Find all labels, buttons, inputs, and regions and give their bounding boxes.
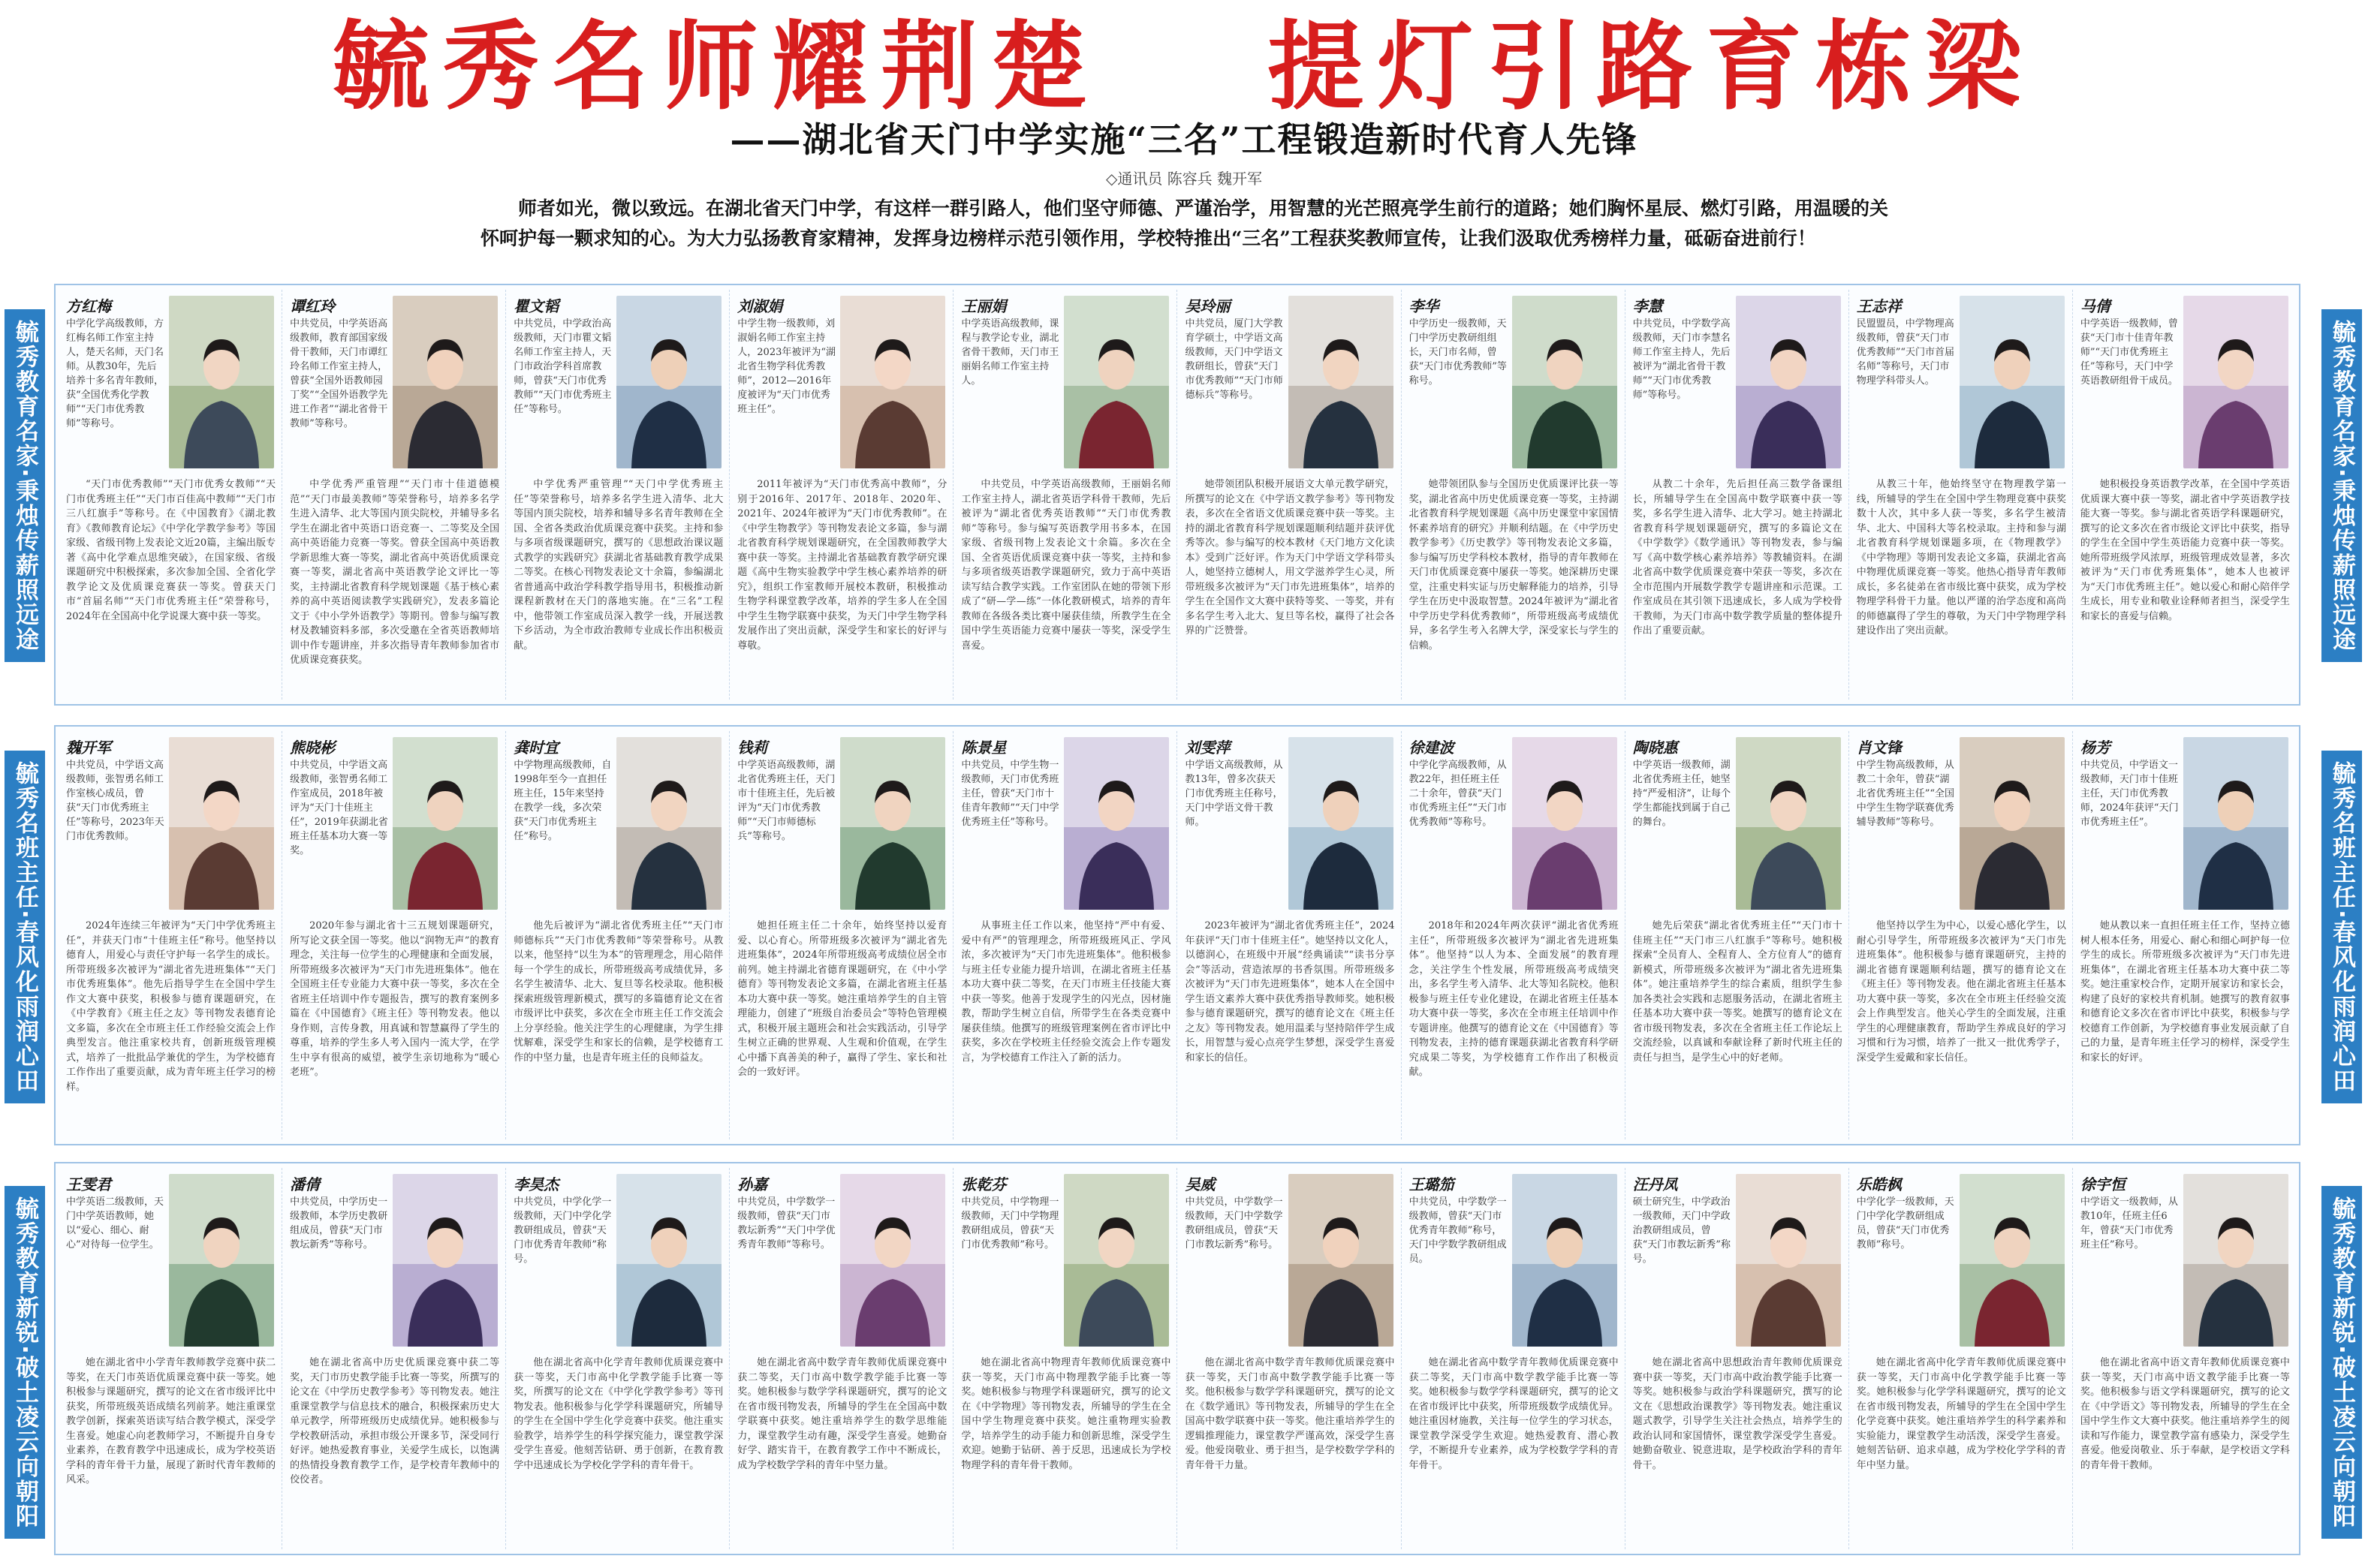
- teacher-photo: [840, 737, 945, 910]
- teacher-card: [1402, 1168, 1625, 1549]
- teacher-name: 龚时宜: [514, 739, 559, 757]
- teacher-name: 陈景星: [961, 739, 1007, 757]
- teacher-card: [730, 290, 954, 700]
- teacher-photo: [2183, 1174, 2288, 1347]
- teacher-card: [59, 1168, 282, 1549]
- teacher-bio: 民盟盟员，中学物理高级教师，曾获“天门市优秀教师”“天门市首届名师”等称号，天门市物理学科带头人。: [1856, 318, 1955, 387]
- teacher-photo: [393, 1174, 498, 1347]
- teacher-photo: [1512, 1174, 1617, 1347]
- teacher-name: 刘雯萍: [1185, 739, 1231, 757]
- teacher-description: “天门市优秀教师”“天门市优秀女教师”“天门市优秀班主任”“天门市百佳高中教师”“天门市三八红旗手”等称号。在《中国教育》《湖北教育》《教师教育论坛》《中学化学教学参考》等国家级、省级刊物上发表论文近20篇，主编出版专著《高中化学难点思维突破》，在国家级、省级课题研究中积极探索，多次参加全国、全省化学教学论文及优质课竞赛获一等奖。曾获天门市“首届名师”“天门市优秀班主任”荣誉称号，2024年在全国高中化学说课大赛中获一等奖。: [66, 479, 276, 622]
- teacher-bio: 中共党员，中学化学一级教师，天门中学化学教研组成员，曾获“天门市优秀青年教师”称号。: [514, 1196, 612, 1265]
- teacher-bio: 硕士研究生，中学政治一级教师，天门中学政治教研组成员，曾获“天门市教坛新秀”称号。: [1632, 1196, 1731, 1265]
- teacher-photo: [616, 296, 722, 468]
- teacher-description: 她在湖北省高中物理青年教师优质课竞赛中获一等奖，天门市高中物理教学能手比赛一等奖。她积极参与物理学科课题研究，撰写的论文在《中学物理》等刊物发表，所辅导的学生在全国中学生物理竞赛中获奖。她注重物理实验教学，培养学生的动手能力和创新思维，深受学生欢迎。她勤于钻研、善于反思，迅速成长为学校物理学科的青年骨干教师。: [961, 1357, 1171, 1471]
- teacher-photo: [393, 737, 498, 910]
- teacher-photo: [169, 737, 274, 910]
- teacher-name: 孙嘉: [737, 1175, 768, 1193]
- teacher-description: 从事班主任工作以来，他坚持“严中有爱、爱中有严”的管理理念，所带班级班风正、学风浓，多次被评为“天门市先进班集体”。他积极参与班主任专业能力提升培训，在湖北省班主任基本功大赛中获二等奖，在天门市班主任技能大赛中获一等奖。他善于发现学生的闪光点，因材施教，帮助学生树立自信，所带学生在各类竞赛中屡获佳绩。他撰写的班级管理案例在省市评比中获奖，多次在学校班主任经验交流会上作专题发言，为学校德育工作注入了新的活力。: [961, 920, 1171, 1064]
- teacher-photo: [1512, 296, 1617, 468]
- teacher-photo: [1960, 1174, 2065, 1347]
- teacher-name: 杨芳: [2080, 739, 2110, 757]
- teacher-bio: 中共党员，中学生物一级教师，天门市优秀班主任，曾获“天门市十佳青年教师”“天门中学优秀班主任”等称号。: [961, 760, 1059, 828]
- teacher-bio: 中学语文一级教师，从教10年，任班主任6年，曾获“天门市优秀班主任”称号。: [2080, 1196, 2178, 1250]
- byline: ◇通讯员 陈容兵 魏开军: [1105, 170, 1263, 188]
- teacher-name: 李慧: [1632, 297, 1663, 315]
- teacher-name: 熊晓彬: [290, 739, 336, 757]
- teacher-name: 钱莉: [737, 739, 768, 757]
- teacher-bio: 中学历史一级教师，天门中学历史教研组组长，天门市名师，曾获“天门市优秀教师”等称号。: [1408, 318, 1507, 387]
- teacher-description: 2018年和2024年两次获评“湖北省优秀班主任”，所带班级多次被评为“湖北省先进班集体”。他坚持“以人为本、全面发展”的教育理念，关注学生个性发展，所带班级高考成绩突出，多名学生考入清华、北大等知名院校。他积极参与班主任专业化建设，在湖北省班主任基本功大赛中获一等奖，多次在全市班主任培训中作专题讲座。他撰写的德育论文在《中国德育》等刊物发表，主持的德育课题获湖北省教育科学研究成果二等奖，为学校德育工作作出了积极贡献。: [1408, 920, 1619, 1078]
- teacher-description: 他先后被评为“湖北省优秀班主任”“天门市师德标兵”“天门市优秀教师”等荣誉称号。从教以来，他坚持“以生为本”的管理理念，用心陪伴每一个学生的成长，所带班级高考成绩优异，多名学生被清华、北大、复旦等名校录取。他积极探索班级管理新模式，撰写的多篇德育论文在省市级评比中获奖，多次在全市班主任工作交流会上分享经验。他关注学生的心理健康，为学生排忧解难，深受学生和家长的信赖，是学校德育工作的中坚力量，也是青年班主任的良师益友。: [514, 920, 724, 1064]
- teacher-name: 王志祥: [1856, 297, 1902, 315]
- teacher-description: 从教二十余年，先后担任高三数学备课组长，所辅导学生在全国高中数学联赛中获一等奖，多名学生进入清华、北大学习。她主持湖北省教育科学规划课题研究，撰写的多篇论文在《中学数学》《数学通讯》等刊物发表，参与编写《高中数学核心素养培养》等教辅资料。在湖北省高中数学优质课竞赛中荣获一等奖，多次在全市范围内开展数学教学专题讲座和示范课。工作室成员在其引领下迅速成长，多人成为学校骨干教师，为天门市高中数学教学质量的整体提升作出了重要贡献。: [1632, 479, 1842, 637]
- teacher-photo: [2183, 737, 2288, 910]
- teacher-photo: [1288, 737, 1393, 910]
- teacher-bio: 中共党员，中学语文高级教师，张智勇名师工作室成员，2018年被评为“天门十佳班主任”，2019年获湖北省班主任基本功大赛一等奖。: [290, 760, 388, 856]
- teacher-description: 她先后荣获“湖北省优秀班主任”“天门市十佳班主任”“天门市三八红旗手”等称号。她积极探索“全员育人、全程育人、全方位育人”的德育新模式，所带班级多次被评为“湖北省先进班集体”。她注重培养学生的综合素质，组织学生参加各类社会实践和志愿服务活动，在湖北省班主任基本功大赛中获一等奖。她撰写的德育论文在省市级刊物发表，多次在全省班主任工作论坛上交流经验，以真诚和奉献诠释了新时代班主任的责任与担当，是学生心中的好老师。: [1632, 920, 1842, 1064]
- teacher-photo: [840, 1174, 945, 1347]
- teacher-bio: 中学化学高级教师，方红梅名师工作室主持人，楚天名师，天门名师。从教30年，先后培养十多名青年教师，获“全国优秀化学教师”“天门市优秀教师”等称号。: [66, 318, 164, 429]
- teacher-description: 她在湖北省高中数学青年教师优质课竞赛中获二等奖，天门市高中数学教学能手比赛一等奖。她积极参与数学学科课题研究，撰写的论文在省市级评比中获奖，所带班级数学成绩优异。她注重因材施教，关注每一位学生的学习状态，课堂教学深受学生欢迎。她热爱教育、潜心教学，不断提升专业素养，成为学校数学学科的青年骨干。: [1408, 1357, 1619, 1471]
- teacher-photo: [840, 296, 945, 468]
- teacher-description: 她在湖北省高中化学青年教师优质课竞赛中获一等奖，天门市高中化学教学能手比赛一等奖。她积极参与化学学科课题研究，撰写的论文在省市级刊物发表，所辅导的学生在全国中学生化学竞赛中获奖。她注重培养学生的科学素养和实验能力，课堂教学生动活泼，深受学生喜爱。她刻苦钻研、追求卓越，成为学校化学学科的青年中坚力量。: [1856, 1357, 2066, 1471]
- teacher-name: 刘淑娟: [737, 297, 783, 315]
- teacher-card: [506, 290, 730, 700]
- teacher-card: [954, 290, 1177, 700]
- teacher-description: 2024年连续三年被评为“天门中学优秀班主任”，并获天门市“十佳班主任”称号。他坚持以德育人，用爱心与责任守护每一名学生的成长。所带班级多次被评为“湖北省先进班集体”“天门市优秀班集体”。他先后指导学生在全国中学生作文大赛中获奖，积极参与德育课题研究，在《中学教育》《班主任之友》等刊物发表德育论文多篇，多次在全市班主任工作经验交流会上作典型发言。他注重家校共育，创新班级管理模式，培养了一批批品学兼优的学生，为学校德育工作作出了重要贡献，成为青年班主任学习的榜样。: [66, 920, 276, 1093]
- teacher-bio: 中共党员，中学数学一级教师，曾获“天门市优秀青年教师”称号，天门中学数学教研组成员。: [1408, 1196, 1507, 1265]
- teacher-card: [730, 1168, 954, 1549]
- teacher-description: 中学优秀严重管理”“天门中学优秀班主任”等荣誉称号，培养多名学生进入清华、北大等国内顶尖院校，培养和辅导多名青年教师在全国、全省各类政治优质课竞赛中获奖。主持和参与多项省级课题研究，撰写的《思想政治课议题式教学的实践研究》获湖北省基础教育教学成果二等奖。在核心刊物发表论文十余篇，参编湖北省普通高中政治学科教学指导用书，积极推动新课程新教材在天门的落地实施。在“三名”工程中，他带领工作室成员深入教学一线，开展送教下乡活动，为全市政治教师专业成长作出积极贡献。: [514, 479, 724, 652]
- teacher-name: 乐皓枫: [1856, 1175, 1902, 1193]
- teacher-bio: 中学英语一级教师，湖北省优秀班主任，她坚持“严爱相济”，让每个学生都能找到属于自己的舞台。: [1632, 760, 1731, 828]
- teacher-bio: 中共党员，中学数学一级教师，曾获“天门市教坛新秀”“天门中学优秀青年教师”等称号。: [737, 1196, 836, 1250]
- teacher-photo: [1512, 737, 1617, 910]
- teacher-photo: [2183, 296, 2288, 468]
- teacher-name: 王璐笳: [1408, 1175, 1454, 1193]
- teacher-bio: 中共党员，中学语文一级教师，天门市十佳班主任，天门市优秀教师，2024年获评“天门市优秀班主任”。: [2080, 760, 2179, 828]
- teacher-card: [1849, 1168, 2073, 1549]
- teacher-card: [954, 731, 1177, 1139]
- teacher-photo: [1064, 737, 1169, 910]
- teacher-description: 她在湖北省中小学青年教师教学竞赛中获二等奖，在天门市英语优质课竞赛中获一等奖。她积极参与课题研究，撰写的论文在省市级评比中获奖，所带班级英语成绩名列前茅。她注重课堂教学创新，探索英语读写结合教学模式，深受学生喜爱。她虚心向老教师学习，不断提升自身专业素养，在教育教学中迅速成长，成为学校英语学科的青年骨干力量，展现了新时代青年教师的风采。: [66, 1357, 276, 1485]
- teacher-description: 2011年被评为“天门市优秀高中教师”，分别于2016年、2017年、2018年、2020年、2021年、2024年被评为“天门市优秀教师”。在《中学生物教学》等刊物发表论文多篇，参与湖北省教育科学规划课题研究，在全国教师教学大赛中获一等奖。主持湖北省基础教育教学研究课题《高中生物实验教学中学生核心素养培养的研究》，组织工作室教师开展校本教研，积极推动生物学科课堂教学改革，培养的学生多人在全国中学生生物学联赛中获奖，为天门中学生物学科发展作出了突出贡献，深受学生和家长的好评与尊敬。: [737, 479, 948, 652]
- teacher-photo: [169, 1174, 274, 1347]
- subtitle: ——湖北省天门中学实施“三名”工程锻造新时代育人先锋: [730, 119, 1638, 160]
- headline: [0, 8, 2368, 128]
- teacher-description: 2023年被评为“湖北省优秀班主任”，2024年获评“天门市十佳班主任”。她坚持以文化人，以德润心，在班级中开展“经典诵读”“读书分享会”等活动，营造浓厚的书香氛围。所带班级多次被评为“天门市先进班集体”，她本人在全国中学生语文素养大赛中获优秀指导教师奖。她积极参与德育课题研究，撰写的德育论文在《班主任之友》等刊物发表。她用温柔与坚持陪伴学生成长，用智慧与爱心点亮学生梦想，深受学生喜爱和家长的信任。: [1185, 920, 1395, 1064]
- teacher-photo: [616, 737, 722, 910]
- teacher-card: [59, 290, 282, 700]
- band3-left-label: 毓秀教育新锐·破土凌云向朝阳: [5, 1186, 45, 1539]
- teacher-bio: 中学物理高级教师，自1998年至今一直担任班主任，15年来坚持在教学一线，多次荣获“天门市优秀班主任”称号。: [514, 760, 612, 842]
- teacher-description: 她在湖北省高中数学青年教师优质课竞赛中获二等奖，天门市高中数学教学能手比赛一等奖。她积极参与数学学科课题研究，撰写的论文在省市级刊物发表，所辅导的学生在全国高中数学联赛中获奖。她注重培养学生的数学思维能力，课堂教学生动有趣，深受学生喜爱。她勤奋好学、踏实肯干，在教育教学工作中不断成长，成为学校数学学科的青年中坚力量。: [737, 1357, 948, 1471]
- teacher-card: [1625, 731, 1849, 1139]
- band3-right-label: 毓秀教育新锐·破土凌云向朝阳: [2321, 1186, 2362, 1539]
- teacher-name: 张乾芬: [961, 1175, 1007, 1193]
- teacher-photo: [1064, 296, 1169, 468]
- teacher-name: 陶晓惠: [1632, 739, 1678, 757]
- teacher-name: 吴玲丽: [1185, 297, 1231, 315]
- teacher-description: 她带领团队积极开展语文大单元教学研究，所撰写的论文在《中学语文教学参考》等刊物发表，多次在全省语文优质课竞赛中获一等奖。主持的湖北省教育科学规划课题顺利结题并获评优秀等次。参与编写的校本教材《天门地方文化读本》受到广泛好评。作为天门中学语文学科带头人，她坚持立德树人，用文学滋养学生心灵，所带班级多次被评为“天门市先进班集体”，培养的学生在全国作文大赛中获特等奖、一等奖，并有多名学生考入北大、复旦等名校，赢得了社会各界的广泛赞誉。: [1185, 479, 1395, 637]
- teacher-description: 2020年参与湖北省十三五规划课题研究，所写论文获全国一等奖。他以“润物无声”的教育理念，关注每一位学生的心理健康和全面发展，所带班级多次被评为“天门市先进班集体”。他在全国班主任专业能力大赛中获一等奖，多次在全省班主任培训中作专题报告，撰写的教育案例多篇在《中国德育》《班主任》等刊物发表。他以身作则，言传身教，用真诚和智慧赢得了学生的尊重，培养的学生多人考入国内一流大学，在学生中享有很高的威望，被学生亲切地称为“暖心老班”。: [290, 920, 500, 1078]
- band2-right-label: 毓秀名班主任·春风化雨润心田: [2321, 751, 2362, 1103]
- teacher-photo: [616, 1174, 722, 1347]
- teacher-card: [282, 290, 506, 700]
- teacher-name: 王雯君: [66, 1175, 111, 1193]
- teacher-card: [1625, 1168, 1849, 1549]
- teacher-card: [1177, 731, 1401, 1139]
- teacher-description: 从教三十年，他始终坚守在物理教学第一线，所辅导的学生在全国中学生物理竞赛中获奖数十人次，其中多人获一等奖，多名学生被清华、北大、中国科大等名校录取。主持和参与湖北省教育科学规划课题多项，在《物理教学》《中学物理》等期刊发表论文多篇，获湖北省高中物理优质课竞赛一等奖。他热心指导青年教师成长，多名徒弟在省市级比赛中获奖，成为学校物理学科骨干力量。他以严谨的治学态度和高尚的师德赢得了学生的尊敬，为天门中学物理学科建设作出了突出贡献。: [1856, 479, 2066, 637]
- teacher-card: [506, 731, 730, 1139]
- teacher-name: 汪丹凤: [1632, 1175, 1678, 1193]
- teacher-photo: [1960, 296, 2065, 468]
- teacher-bio: 中学英语二级教师，天门中学英语教师，她以“爱心、细心、耐心”对待每一位学生。: [66, 1196, 164, 1250]
- teacher-card: [2073, 290, 2296, 700]
- teacher-description: 中共党员，中学英语高级教师，王丽娟名师工作室主持人，湖北省英语学科骨干教师，先后被评为“湖北省优秀英语教师”“天门市优秀教师”等称号。参与编写英语教学用书多本，在国家级、省级刊物上发表论文十余篇。多次在全国、全省英语优质课竞赛中获一等奖，主持和参与多项省级英语教学课题研究，致力于高中英语读写结合教学实践。工作室团队在她的带领下形成了“研—学—练”一体化教研模式，培养的青年教师在各级各类比赛中屡获佳绩，所教学生在全国中学生英语能力竞赛中屡获一等奖，深受学生喜爱。: [961, 479, 1171, 652]
- headline-right: 提灯引路育栋梁: [1267, 11, 2035, 123]
- intro-paragraph: 师者如光，微以致远。在湖北省天门中学，有这样一群引路人，他们坚守师德、严谨治学，用智慧的光芒照亮学生前行的道路；她们胸怀星辰、燃灯引路，用温暖的关怀呵护每一颗求知的心。为大力弘扬教育家精神，发挥身边榜样示范引领作用，学校特推出“三名”工程获奖教师宣传，让我们汲取优秀榜样力量，砥砺奋进前行！: [481, 197, 1889, 249]
- teacher-card: [59, 731, 282, 1139]
- teacher-photo: [1960, 737, 2065, 910]
- teacher-photo: [393, 296, 498, 468]
- teacher-card: [1402, 731, 1625, 1139]
- teacher-photo: [169, 296, 274, 468]
- teacher-description: 她从教以来一直担任班主任工作，坚持立德树人根本任务，用爱心、耐心和细心呵护每一位学生的成长。所带班级多次被评为“天门市先进班集体”，在湖北省班主任基本功大赛中获二等奖。她注重家校合作，定期开展家访和家长会，构建了良好的家校共育机制。她撰写的教育叙事和德育论文多次在省市评比中获奖，积极参与学校德育工作创新，为学校德育事业发展贡献了自己的力量，是青年班主任学习的榜样，深受学生和家长的好评。: [2080, 920, 2290, 1064]
- teacher-description: 她积极投身英语教学改革，在全国中学英语优质课大赛中获一等奖，湖北省中学英语教学技能大赛一等奖。参与湖北省英语学科课题研究，撰写的论文多次在省市级论文评比中获奖，指导的学生在全国中学生英语能力竞赛中获一等奖。她所带班级学风浓厚，班级管理成效显著，多次被评为“天门市优秀班集体”，她本人也被评为“天门市优秀班主任”。她以爱心和耐心陪伴学生成长，用专业和敬业诠释师者担当，深受学生和家长的喜爱与信赖。: [2080, 479, 2290, 622]
- teacher-name: 李昊杰: [514, 1175, 559, 1193]
- teacher-card: [2073, 731, 2296, 1139]
- teacher-card: [1402, 290, 1625, 700]
- band-education-masters: [54, 284, 2300, 706]
- teacher-bio: 中共党员，中学语文高级教师，张智勇名师工作室核心成员，曾获“天门市优秀班主任”等称号，2023年天门市优秀教师。: [66, 760, 164, 842]
- teacher-name: 徐建波: [1408, 739, 1454, 757]
- teacher-description: 她担任班主任二十余年，始终坚持以爱育爱、以心育心。所带班级多次被评为“湖北省先进班集体”，2024年所带班级高考成绩位居全市前列。她主持湖北省德育课题研究，在《中小学德育》等刊物发表论文多篇，在湖北省班主任基本功大赛中获一等奖。她注重培养学生的自主管理能力，创建了“班级自治委员会”等特色管理模式，积极开展主题班会和社会实践活动，引导学生树立正确的世界观、人生观和价值观，在学生心中播下真善美的种子，赢得了学生、家长和社会的一致好评。: [737, 920, 948, 1078]
- teacher-name: 肖文锋: [1856, 739, 1902, 757]
- teacher-description: 他在湖北省高中数学青年教师优质课竞赛中获一等奖，天门市高中数学教学能手比赛一等奖。他积极参与数学学科课题研究，撰写的论文在《数学通讯》等刊物发表，所辅导的学生在全国高中数学联赛中获一等奖。他注重培养学生的逻辑推理能力，课堂教学严谨高效，深受学生喜爱。他爱岗敬业、勇于担当，是学校数学学科的青年骨干力量。: [1185, 1357, 1395, 1471]
- teacher-bio: 中学生物高级教师，从教二十余年，曾获“湖北省优秀班主任”“全国中学生生物学联赛优秀辅导教师”等称号。: [1856, 760, 1955, 828]
- teacher-bio: 中共党员，中学政治高级教师，天门市瞿文韬名师工作室主持人，天门市政治学科首席教师，曾获“天门市优秀教师”“天门市优秀班主任”等称号。: [514, 318, 612, 415]
- teacher-photo: [1736, 296, 1841, 468]
- teacher-bio: 中学英语一级教师，曾获“天门市十佳青年教师”“天门市优秀班主任”等称号，天门中学英语教研组骨干成员。: [2080, 318, 2178, 387]
- teacher-description: 中学优秀严重管理”“天门市十佳道德模范”“天门市最美教师”等荣誉称号，培养多名学生进入清华、北大等国内顶尖院校，并辅导多名学生在湖北省中英语口语竞赛一、二等奖及全国高中英语能力竞赛一等奖。曾获全国高中英语教学新思维大赛一等奖，湖北省高中英语优质课竞赛一等奖，湖北省高中英语教学论文评比一等奖，主持湖北省教育科学规划课题《基于核心素养的高中英语阅读教学实践研究》，发表多篇论文于《中小学外语教学》等期刊。曾参与编写教材及教辅资料多部，多次受邀在全省英语教师培训中作专题讲座，并多次指导青年教师参加省市优质课竞赛获奖。: [290, 479, 500, 666]
- teacher-card: [506, 1168, 730, 1549]
- teacher-bio: 中学生物一级教师，刘淑娟名师工作室主持人，2023年被评为“湖北省生物学科优秀教师”，2012—2016年度被评为“天门市优秀班主任”。: [737, 318, 836, 415]
- teacher-card: [1625, 290, 1849, 700]
- headline-left: 毓秀名师耀荆楚: [333, 11, 1101, 123]
- teacher-photo: [1736, 1174, 1841, 1347]
- teacher-description: 他坚持以学生为中心，以爱心感化学生，以耐心引导学生，所带班级多次被评为“天门市先进班集体”。他积极参与德育课题研究，主持的湖北省德育课题顺利结题，撰写的德育论文在《班主任》等刊物发表。他在湖北省班主任基本功大赛中获一等奖，多次在全市班主任经验交流会上作典型发言。他关心学生的全面发展，注重学生的心理健康教育，帮助学生养成良好的学习习惯和行为习惯，培养了一批又一批优秀学子，深受学生爱戴和家长信任。: [1856, 920, 2066, 1064]
- teacher-card: [1177, 290, 1401, 700]
- teacher-card: [730, 731, 954, 1139]
- teacher-name: 谭红玲: [290, 297, 336, 315]
- teacher-description: 他在湖北省高中化学青年教师优质课竞赛中获一等奖，天门市高中化学教学能手比赛一等奖，所撰写的论文在《中学化学教学参考》等刊物发表。他积极参与化学学科课题研究，所辅导的学生在全国中学生化学竞赛中获奖。他注重实验教学，培养学生的科学探究能力，课堂教学深受学生喜爱。他刻苦钻研、勇于创新，在教育教学中迅速成长为学校化学学科的青年骨干。: [514, 1357, 724, 1471]
- teacher-bio: 中共党员，中学历史一级教师，本学历史教研组成员，曾获“天门市教坛新秀”等称号。: [290, 1196, 388, 1250]
- teacher-card: [282, 1168, 506, 1549]
- teacher-name: 瞿文韬: [514, 297, 559, 315]
- teacher-name: 吴威: [1185, 1175, 1216, 1193]
- teacher-bio: 中共党员，厦门大学教育学硕士，中学语文高级教师，天门中学语文教研组长，曾获“天门市优秀教师”“天门市师德标兵”等称号。: [1185, 318, 1283, 401]
- band-head-teachers: [54, 725, 2300, 1145]
- teacher-bio: 中学语文高级教师，从教13年，曾多次获天门市优秀班主任称号，天门中学语文骨干教师。: [1185, 760, 1283, 828]
- band2-left-label: 毓秀名班主任·春风化雨润心田: [5, 751, 45, 1103]
- teacher-bio: 中共党员，中学数学一级教师，天门中学数学教研组成员，曾获“天门市教坛新秀”称号。: [1185, 1196, 1283, 1250]
- teacher-name: 马倩: [2080, 297, 2110, 315]
- teacher-description: 他在湖北省高中语文青年教师优质课竞赛中获一等奖，天门市高中语文教学能手比赛一等奖。他积极参与语文学科课题研究，撰写的论文在《中学语文》等刊物发表，所辅导的学生在全国中学生作文大赛中获奖。他注重培养学生的阅读和写作能力，课堂教学富有感染力，深受学生喜爱。他爱岗敬业、乐于奉献，是学校语文学科的青年骨干教师。: [2080, 1357, 2290, 1471]
- teacher-name: 王丽娟: [961, 297, 1007, 315]
- teacher-name: 李华: [1408, 297, 1439, 315]
- teacher-bio: 中学英语高级教师，课程与教学论专业，湖北省骨干教师，天门市王丽娟名师工作室主持人。: [961, 318, 1059, 387]
- band1-right-label: 毓秀教育名家·秉烛传薪照远途: [2321, 309, 2362, 662]
- teacher-photo: [1288, 296, 1393, 468]
- teacher-card: [1177, 1168, 1401, 1549]
- teacher-name: 方红梅: [66, 297, 111, 315]
- teacher-bio: 中学化学高级教师，从教22年，担任班主任二十余年，曾获“天门市优秀班主任”“天门市优秀教师”等称号。: [1408, 760, 1507, 828]
- teacher-bio: 中学化学一级教师，天门中学化学教研组成员，曾获“天门市优秀教师”称号。: [1856, 1196, 1954, 1250]
- teacher-name: 徐宇恒: [2080, 1175, 2125, 1193]
- teacher-bio: 中共党员，中学物理一级教师，天门中学物理教研组成员，曾获“天门市优秀教师”称号。: [961, 1196, 1059, 1250]
- teacher-photo: [1736, 737, 1841, 910]
- teacher-description: 她带领团队参与全国历史优质课评比获一等奖，湖北省高中历史优质课竞赛一等奖，主持湖北省教育科学规划课题《高中历史课堂中家国情怀素养培育的研究》并顺利结题。在《中学历史教学参考》《历史教学》等刊物发表论文多篇，参与编写历史学科校本教材，指导的青年教师在天门市优质课竞赛中屡获一等奖。她深耕历史课堂，注重史料实证与历史解释能力的培养，引导学生在历史中汲取智慧。2024年被评为“湖北省中学历史学科优秀教师”，所带班级高考成绩优异，多名学生考入名牌大学，深受家长与学生的信赖。: [1408, 479, 1619, 652]
- teacher-description: 她在湖北省高中思想政治青年教师优质课竞赛中获一等奖，天门市高中政治教学能手比赛一等奖。她积极参与政治学科课题研究，撰写的论文在《思想政治课教学》等刊物发表。她注重议题式教学，引导学生关注社会热点，培养学生的政治认同和家国情怀，课堂教学深受学生喜爱。她勤奋敬业、锐意进取，是学校政治学科的青年骨干。: [1632, 1357, 1842, 1471]
- band1-left-label: 毓秀教育名家·秉烛传薪照远途: [5, 309, 45, 662]
- teacher-card: [2073, 1168, 2296, 1549]
- teacher-bio: 中学英语高级教师，湖北省优秀班主任，天门市十佳班主任，先后被评为“天门市优秀教师”“天门市师德标兵”等称号。: [737, 760, 836, 842]
- teacher-bio: 中共党员，中学英语高级教师，教育部国家级骨干教师，天门市谭红玲名师工作室主持人，曾获“全国外语教师园丁奖”“全国外语教学先进工作者”“湖北省骨干教师”等称号。: [290, 318, 388, 429]
- teacher-name: 魏开军: [66, 739, 111, 757]
- teacher-name: 潘倩: [290, 1175, 321, 1193]
- teacher-description: 她在湖北省高中历史优质课竞赛中获二等奖，天门市历史教学能手比赛一等奖，所撰写的论文在《中学历史教学参考》等刊物发表。她注重课堂教学与信息技术的融合，积极探索历史大单元教学，所带班级历史成绩优异。她积极参与学校教研活动，承担市级公开课多节，深受同行好评。她热爱教育事业，关爱学生成长，以饱满的热情投身教育教学工作，是学校青年教师中的佼佼者。: [290, 1357, 500, 1485]
- teacher-photo: [1288, 1174, 1393, 1347]
- teacher-photo: [1064, 1174, 1169, 1347]
- band-new-talents: [54, 1162, 2300, 1555]
- teacher-card: [1849, 731, 2073, 1139]
- teacher-bio: 中共党员，中学数学高级教师，天门市李慧名师工作室主持人，先后被评为“湖北省骨干教师”“天门市优秀教师”等称号。: [1632, 318, 1731, 401]
- teacher-card: [282, 731, 506, 1139]
- teacher-card: [954, 1168, 1177, 1549]
- teacher-card: [1849, 290, 2073, 700]
